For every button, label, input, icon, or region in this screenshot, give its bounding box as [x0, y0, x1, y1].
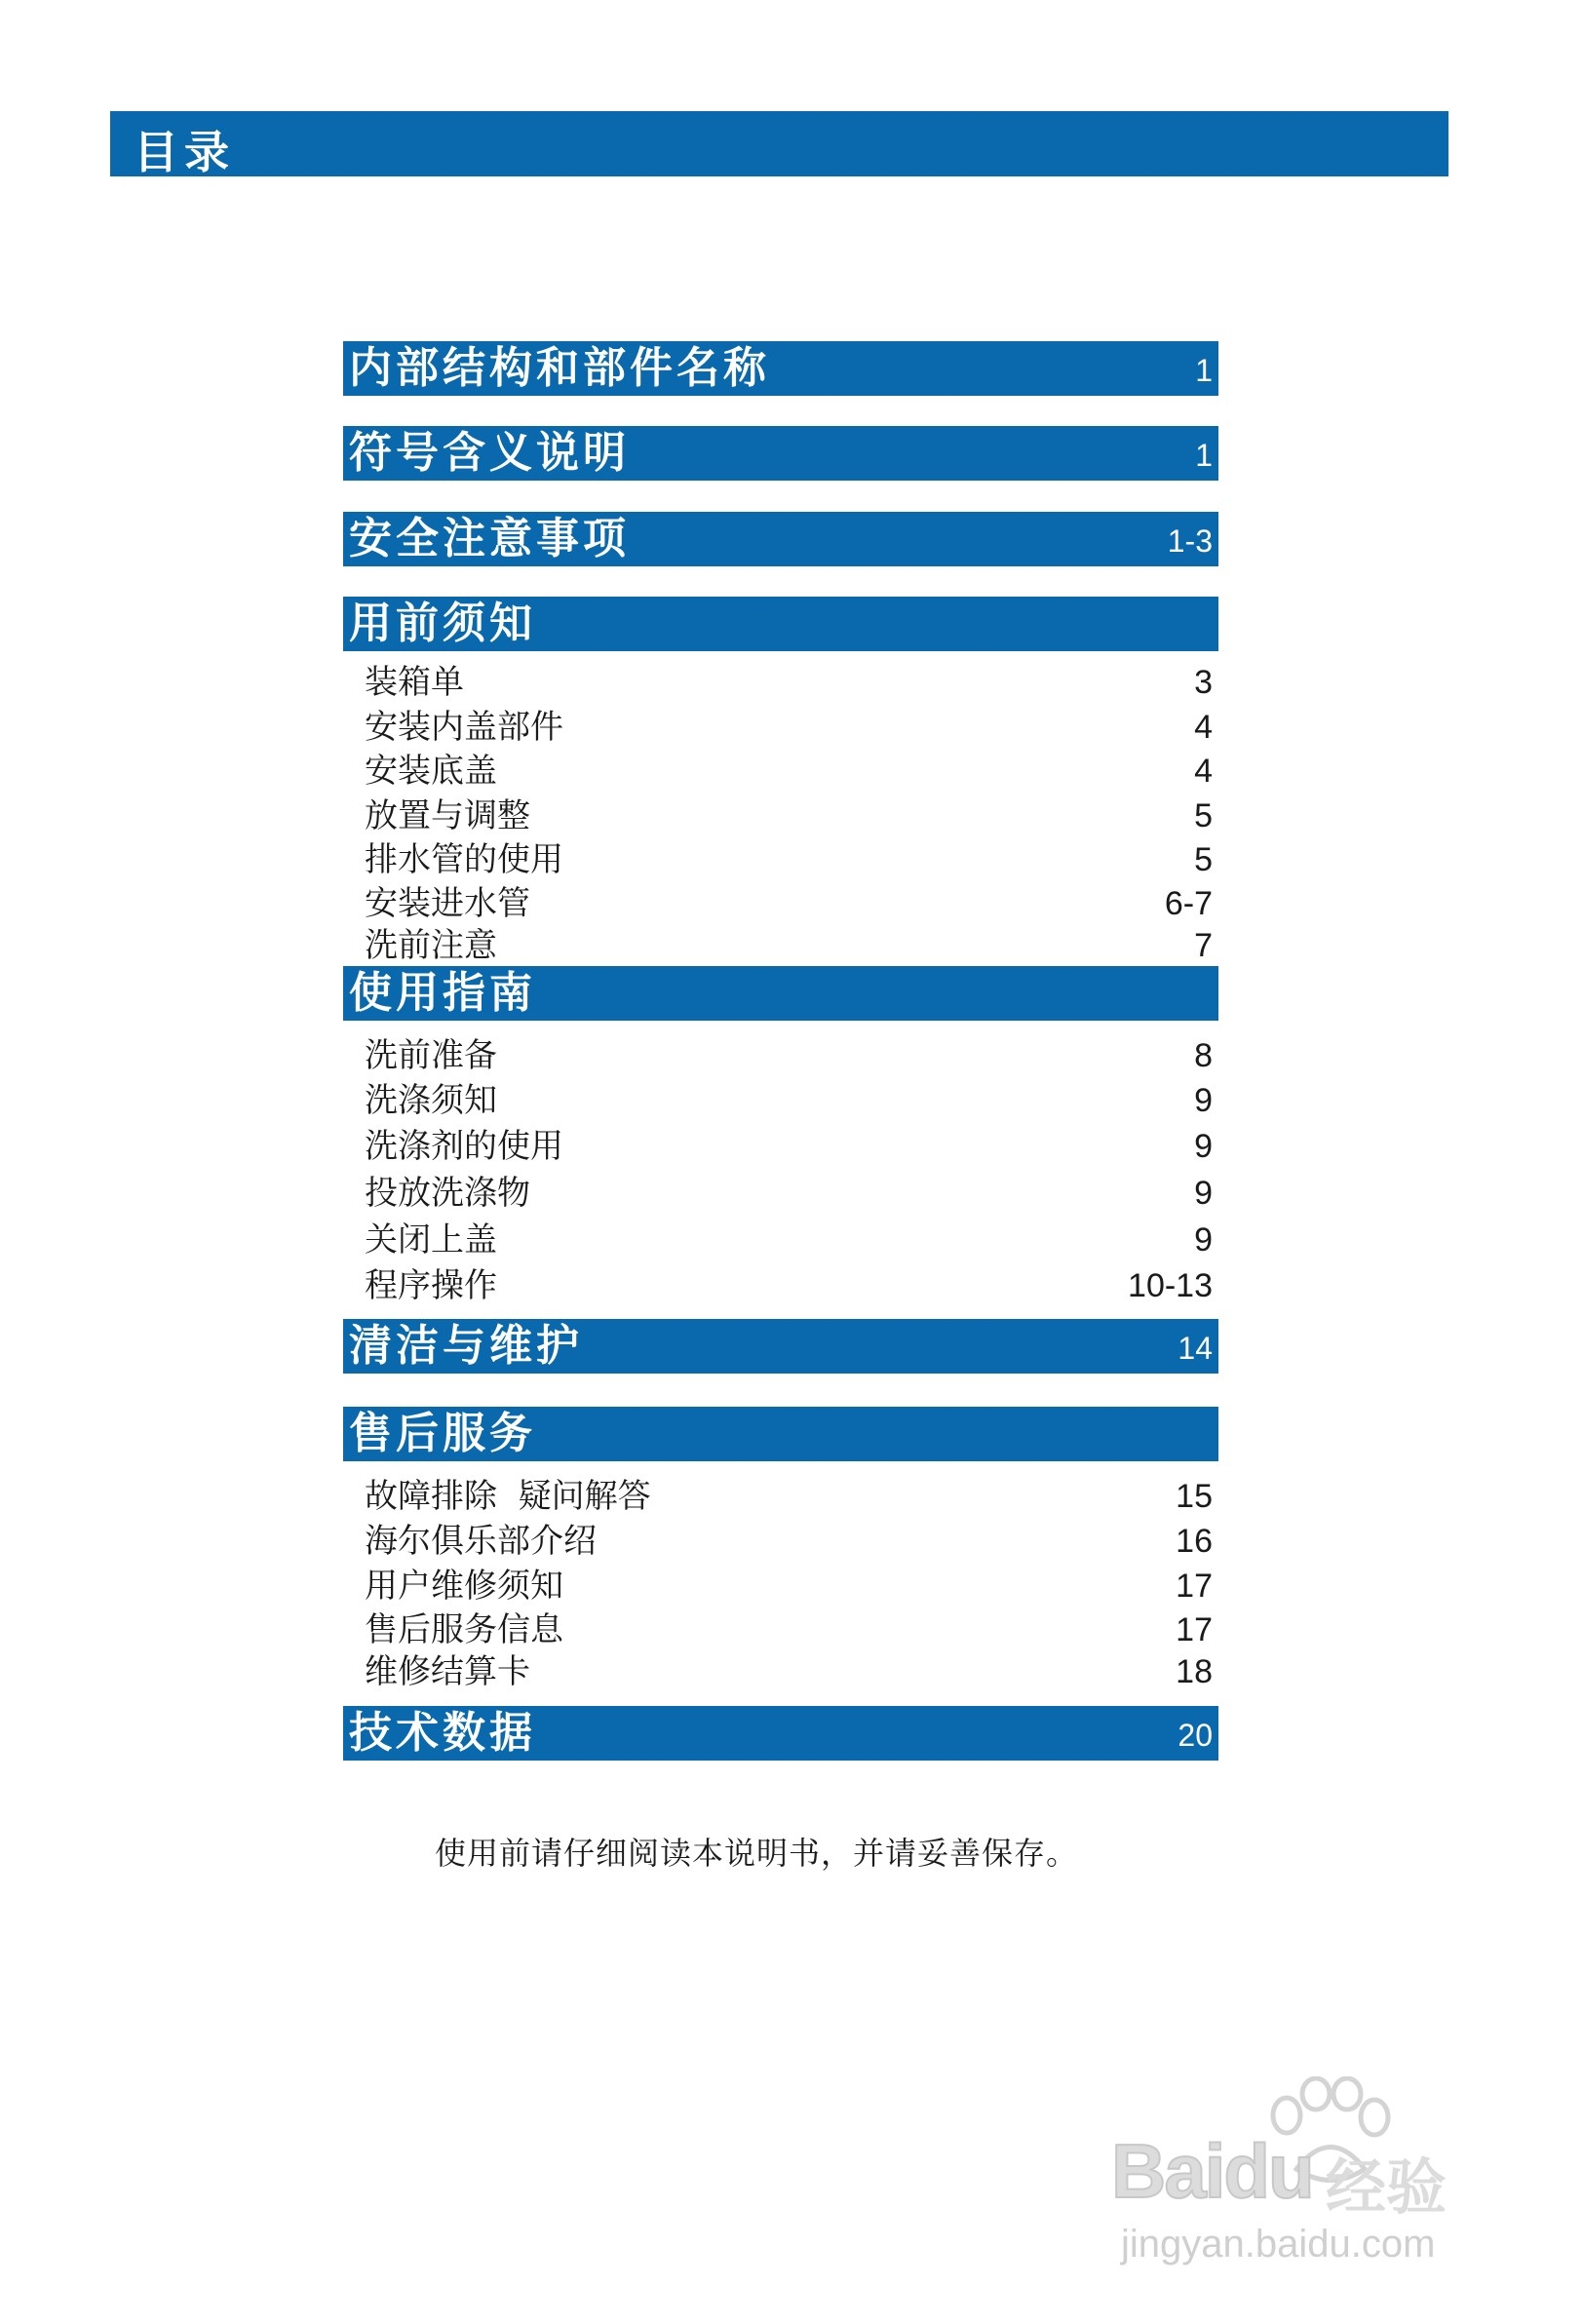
toc-item[interactable]	[365, 882, 1213, 925]
toc-item[interactable]	[365, 750, 1213, 793]
toc-item[interactable]	[365, 1264, 1213, 1307]
item-label: 关闭上盖	[365, 1220, 497, 1259]
section-page: 1	[1195, 353, 1213, 388]
toc-item[interactable]	[365, 1565, 1213, 1607]
item-page: 3	[1194, 664, 1213, 701]
baidu-jingyan-watermark	[1111, 2076, 1482, 2271]
item-label: 装箱单	[365, 663, 464, 702]
page-title: 目录	[134, 126, 235, 178]
toc-item[interactable]	[365, 1219, 1213, 1261]
item-label: 投放洗涤物	[365, 1174, 530, 1213]
toc-item[interactable]	[365, 706, 1213, 749]
section-label: 内部结构和部件名称	[349, 343, 770, 393]
item-label: 海尔俱乐部介绍	[365, 1522, 597, 1561]
item-page: 5	[1194, 841, 1213, 878]
item-label: 安装进水管	[365, 884, 530, 923]
watermark-url: jingyan.baidu.com	[1121, 2223, 1436, 2266]
toc-section-safety[interactable]	[343, 512, 1218, 566]
item-label: 洗前准备	[365, 1036, 497, 1075]
section-label: 售后服务	[349, 1409, 536, 1458]
toc-section-structure[interactable]	[343, 341, 1218, 396]
toc-item[interactable]	[365, 1650, 1213, 1693]
section-page: 14	[1178, 1331, 1213, 1366]
section-page: 20	[1178, 1718, 1213, 1753]
toc-item[interactable]	[365, 838, 1213, 881]
item-page: 6-7	[1164, 885, 1213, 922]
item-label: 洗前注意	[365, 926, 497, 965]
item-page: 18	[1176, 1653, 1213, 1690]
toc-section-cleaning[interactable]	[343, 1319, 1218, 1374]
section-label: 清洁与维护	[349, 1321, 583, 1371]
section-page: 1	[1195, 438, 1213, 473]
toc-section-after-sales[interactable]	[343, 1407, 1218, 1461]
toc-section-symbols[interactable]	[343, 426, 1218, 481]
item-page: 9	[1194, 1128, 1213, 1165]
item-label: 排水管的使用	[365, 840, 563, 879]
item-label: 安装底盖	[365, 752, 497, 791]
toc-item[interactable]	[365, 1608, 1213, 1651]
section-label: 安全注意事项	[349, 514, 630, 563]
item-label: 安装内盖部件	[365, 708, 563, 747]
item-label: 放置与调整	[365, 796, 530, 835]
item-page: 17	[1176, 1568, 1213, 1605]
item-page: 9	[1194, 1082, 1213, 1119]
section-label: 技术数据	[349, 1708, 536, 1758]
footer-note: 使用前请仔细阅读本说明书，并请妥善保存。	[435, 1835, 1079, 1872]
toc-item[interactable]	[365, 924, 1213, 967]
item-page: 10-13	[1128, 1267, 1213, 1304]
watermark-brand-cn: 经验	[1326, 2151, 1448, 2223]
item-label: 洗涤须知	[365, 1081, 497, 1120]
item-label: 程序操作	[365, 1266, 497, 1305]
item-page: 4	[1194, 709, 1213, 746]
item-page: 9	[1194, 1175, 1213, 1212]
item-page: 5	[1194, 797, 1213, 834]
toc-item[interactable]	[365, 1475, 1213, 1518]
item-label: 售后服务信息	[365, 1610, 563, 1649]
section-label: 使用指南	[349, 968, 536, 1018]
item-label: 维修结算卡	[365, 1652, 530, 1691]
item-label: 用户维修须知	[365, 1567, 563, 1606]
section-label: 符号含义说明	[349, 428, 630, 478]
section-label: 用前须知	[349, 599, 536, 648]
item-page: 9	[1194, 1221, 1213, 1259]
toc-item[interactable]	[365, 1034, 1213, 1077]
title-bar	[110, 111, 1448, 176]
item-page: 4	[1194, 753, 1213, 790]
toc-section-tech-data[interactable]	[343, 1706, 1218, 1761]
toc-section-usage-guide[interactable]	[343, 966, 1218, 1021]
section-page: 1-3	[1167, 523, 1213, 559]
toc-section-before-use[interactable]	[343, 597, 1218, 651]
item-page: 8	[1194, 1037, 1213, 1074]
item-label: 洗涤剂的使用	[365, 1127, 563, 1166]
toc-item[interactable]	[365, 1520, 1213, 1563]
item-label: 故障排除 疑问解答	[365, 1477, 651, 1516]
item-page: 7	[1194, 927, 1213, 964]
toc-item[interactable]	[365, 661, 1213, 704]
toc-item[interactable]	[365, 794, 1213, 837]
item-page: 15	[1176, 1478, 1213, 1515]
toc-item[interactable]	[365, 1079, 1213, 1122]
toc-item[interactable]	[365, 1125, 1213, 1168]
item-page: 16	[1176, 1523, 1213, 1560]
toc-item[interactable]	[365, 1172, 1213, 1215]
watermark-brand: Baidu	[1111, 2128, 1313, 2214]
item-page: 17	[1176, 1611, 1213, 1648]
